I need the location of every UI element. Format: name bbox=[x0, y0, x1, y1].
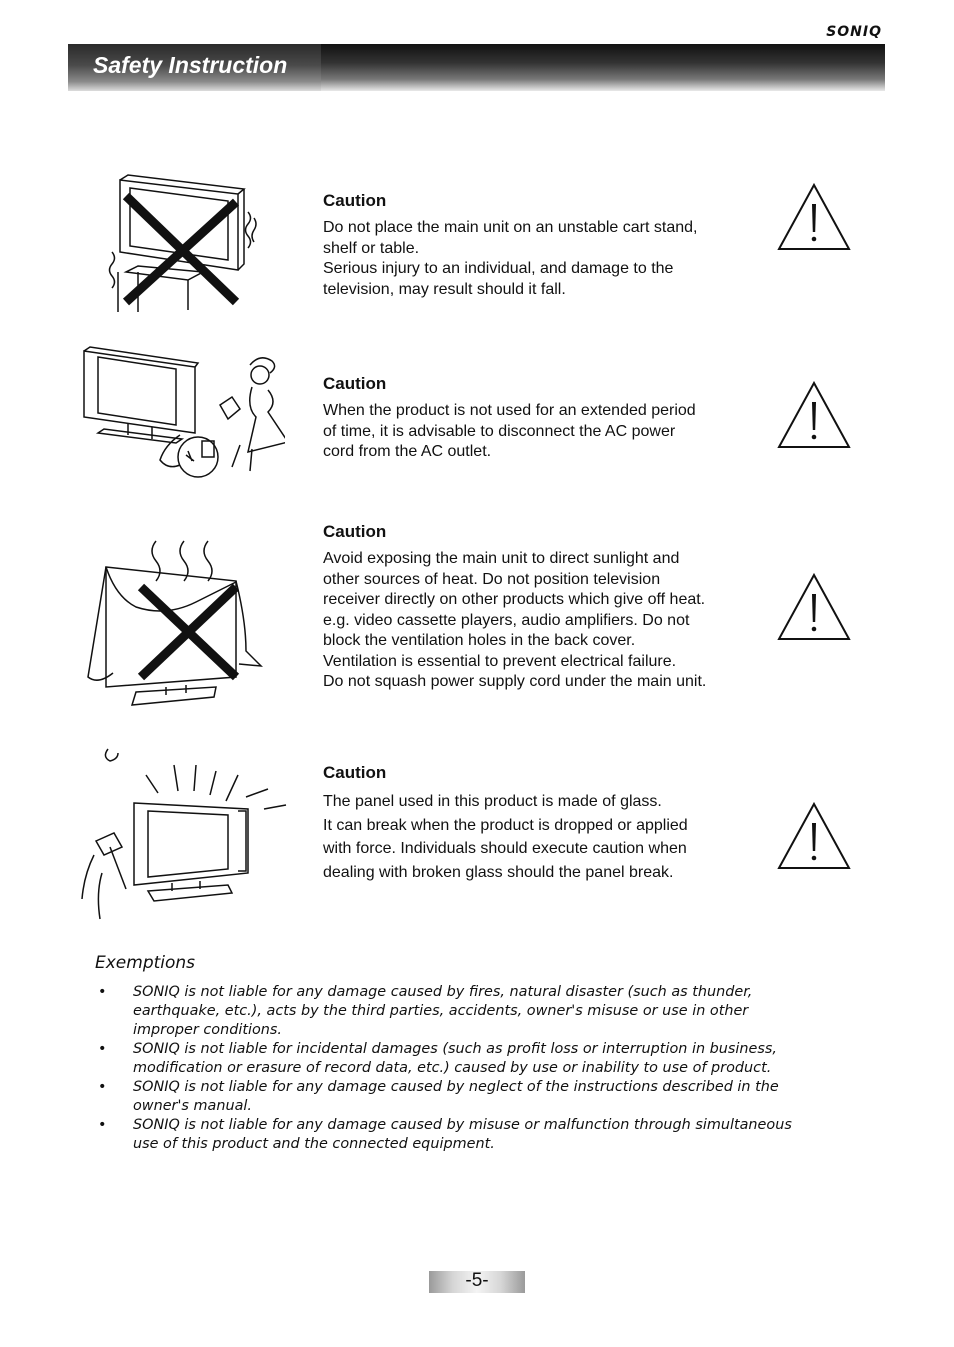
warning-triangle-icon bbox=[776, 572, 852, 642]
exemption-item bbox=[95, 1116, 855, 1154]
exemption-line: SONIQ is not liable for any damage caused by misuse or malfunction through simultaneous bbox=[133, 1117, 792, 1133]
caution-title: Caution bbox=[323, 522, 387, 541]
exemption-line: SONIQ is not liable for incidental damages (such as profit loss or interruption in business, bbox=[133, 1041, 777, 1057]
exemption-line: SONIQ is not liable for any damage caused by fires, natural disaster (such as thunder, bbox=[133, 984, 753, 1000]
exemption-line: use of this product and the connected equipment. bbox=[133, 1136, 495, 1152]
warning-triangle-icon bbox=[776, 801, 852, 871]
caution-line: Ventilation is essential to prevent electrical failure. bbox=[323, 652, 677, 670]
caution-line: Avoid exposing the main unit to direct sunlight and bbox=[323, 550, 680, 567]
exemptions-section bbox=[95, 953, 855, 1154]
caution-title: Caution bbox=[323, 191, 387, 210]
bullet-icon: • bbox=[98, 1117, 107, 1133]
caution-line: with force. Individuals should execute caution when bbox=[323, 840, 687, 857]
exemption-item bbox=[95, 1040, 855, 1078]
caution-line: When the product is not used for an extended period bbox=[323, 402, 696, 419]
caution-line: other sources of heat. Do not position television bbox=[323, 570, 661, 588]
caution-line: block the ventilation holes in the back cover. bbox=[323, 632, 636, 649]
exemption-line: SONIQ is not liable for any damage caused by neglect of the instructions described in the bbox=[133, 1079, 779, 1095]
bullet-icon: • bbox=[98, 1041, 107, 1057]
exemptions-title: Exemptions bbox=[95, 953, 196, 973]
bullet-icon: • bbox=[98, 1079, 107, 1095]
caution-block-glass bbox=[323, 763, 763, 884]
caution-line: It can break when the product is dropped or applied bbox=[323, 816, 688, 834]
warning-triangle-icon bbox=[776, 380, 852, 450]
exemption-line: improper conditions. bbox=[133, 1022, 282, 1038]
glass-panel-illustration bbox=[78, 745, 288, 925]
caution-line: e.g. video cassette players, audio amplifiers. Do not bbox=[323, 611, 690, 629]
unstable-stand-illustration bbox=[108, 172, 258, 317]
exemption-item bbox=[95, 1078, 855, 1116]
caution-line: television, may result should it fall. bbox=[323, 280, 566, 298]
warning-triangle-icon bbox=[776, 182, 852, 252]
caution-line: of time, it is advisable to disconnect the AC power bbox=[323, 422, 676, 440]
caution-line: Do not squash power supply cord under the main unit. bbox=[323, 673, 707, 690]
caution-line: The panel used in this product is made of glass. bbox=[323, 793, 662, 810]
exemption-line: earthquake, etc.), acts by the third parties, accidents, owner's misuse or use in other bbox=[133, 1003, 749, 1019]
caution-line: Do not place the main unit on an unstable cart stand, bbox=[323, 219, 698, 236]
caution-block-power-cord bbox=[323, 374, 763, 463]
heat-exposure-illustration bbox=[86, 537, 266, 712]
caution-line: shelf or table. bbox=[323, 239, 420, 257]
caution-title: Caution bbox=[323, 763, 387, 782]
caution-title: Caution bbox=[323, 374, 387, 393]
bullet-icon: • bbox=[98, 984, 107, 1000]
caution-block-unstable bbox=[323, 191, 763, 300]
caution-line: cord from the AC outlet. bbox=[323, 443, 492, 460]
exemption-line: modification or erasure of record data, etc.) caused by use or inability to use of product. bbox=[133, 1060, 772, 1076]
brand-logo: SONIQ bbox=[826, 24, 882, 40]
caution-line: dealing with broken glass should the panel break. bbox=[323, 863, 674, 881]
caution-block-heat bbox=[323, 522, 763, 693]
unplug-power-illustration bbox=[80, 345, 285, 485]
page-title: Safety Instruction bbox=[93, 52, 288, 78]
caution-line: Serious injury to an individual, and damage to the bbox=[323, 260, 674, 277]
page-number: -5- bbox=[465, 1270, 489, 1291]
caution-line: receiver directly on other products which give off heat. bbox=[323, 591, 706, 608]
exemption-item bbox=[95, 983, 855, 1040]
exemption-line: owner's manual. bbox=[133, 1098, 252, 1114]
